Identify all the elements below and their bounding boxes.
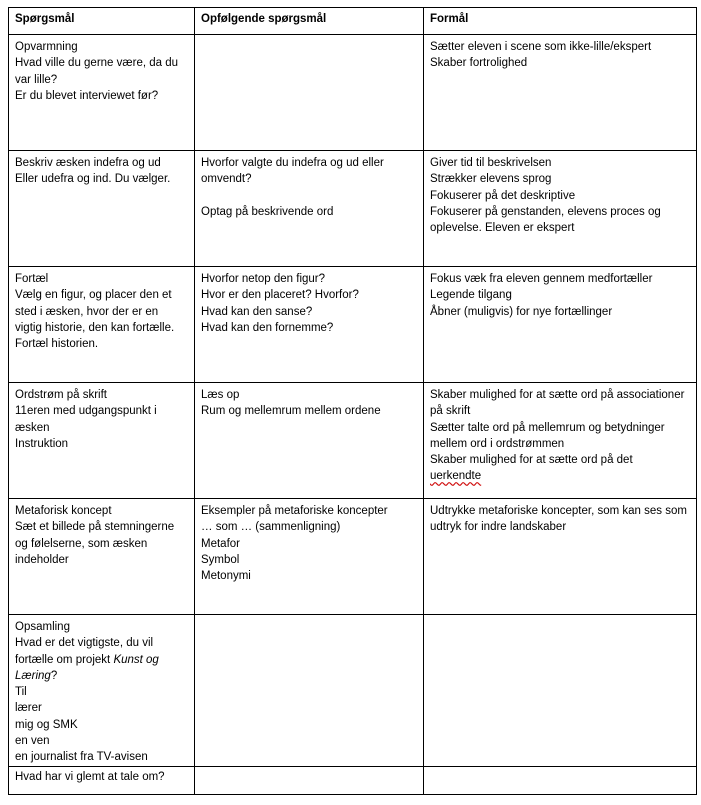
cell-question xyxy=(9,383,195,499)
table-row xyxy=(9,383,697,499)
cell-line: Rum og mellemrum mellem ordene xyxy=(201,405,381,418)
header-spoergsmaal: Spørgsmål xyxy=(9,8,195,35)
cell-question xyxy=(9,267,195,383)
cell-followup xyxy=(195,151,424,267)
cell-line: Skaber fortrolighed xyxy=(430,57,528,70)
cell-line: Hvad kan den sanse? xyxy=(201,305,313,318)
cell-purpose xyxy=(424,499,697,615)
cell-line: mig og SMK xyxy=(15,718,78,731)
cell-line: lærer xyxy=(15,702,42,715)
cell-line: Hvorfor valgte du indefra og ud eller omvendt? xyxy=(201,157,384,186)
cell-line: Åbner (muligvis) for nye fortællinger xyxy=(430,305,613,318)
cell-line: Symbol xyxy=(201,553,240,566)
cell-line xyxy=(15,635,188,684)
cell-line: Vælg en figur, og placer den et sted i æsken, hvor der er en vigtig historie, den kan fortælle. Fortæl historien. xyxy=(15,289,175,351)
header-row xyxy=(9,8,697,35)
project-title: Kunst og Læring xyxy=(15,653,159,682)
cell-line: Hvor er den placeret? Hvorfor? xyxy=(201,289,359,302)
table-row xyxy=(9,35,697,151)
cell-line: Instruktion xyxy=(15,437,69,450)
cell-line: Opvarmning xyxy=(15,41,78,53)
cell-followup xyxy=(195,615,424,767)
interview-guide-table xyxy=(8,7,697,795)
cell-purpose xyxy=(424,35,697,151)
cell-line xyxy=(430,468,690,484)
cell-text: Hvad er det vigtigste, du vil fortælle om projekt xyxy=(15,637,154,666)
cell-line: Er du blevet interviewet før? xyxy=(15,89,159,102)
cell-line: Til xyxy=(15,686,27,699)
cell-followup xyxy=(195,267,424,383)
cell-line: Eksempler på metaforiske koncepter xyxy=(201,505,388,517)
spellcheck-flagged-word: uerkendte xyxy=(430,470,482,483)
table-row xyxy=(9,267,697,383)
cell-line: Hvad har vi glemt at tale om? xyxy=(15,770,165,783)
cell-text: ? xyxy=(50,669,58,682)
cell-line: Optag på beskrivende ord xyxy=(201,205,334,218)
cell-line: Ordstrøm på skrift xyxy=(15,389,108,401)
cell-line: Hvad kan den fornemme? xyxy=(201,321,334,334)
cell-line: en ven xyxy=(15,735,50,748)
cell-line: 11eren med udgangspunkt i æsken xyxy=(15,405,157,434)
cell-followup xyxy=(195,35,424,151)
cell-line: Metaforisk koncept xyxy=(15,505,112,517)
cell-purpose xyxy=(424,267,697,383)
table-row xyxy=(9,766,697,794)
table-row xyxy=(9,499,697,615)
cell-line: Fokuserer på det deskriptive xyxy=(430,189,576,202)
cell-line: Sætter eleven i scene som ikke-lille/ekspert xyxy=(430,41,652,53)
cell-purpose xyxy=(424,615,697,767)
cell-purpose xyxy=(424,383,697,499)
cell-line: Fokuserer på genstanden, elevens proces og oplevelse. Eleven er ekspert xyxy=(430,205,661,235)
cell-followup xyxy=(195,383,424,499)
cell-line: en journalist fra TV-avisen xyxy=(15,751,148,764)
cell-followup xyxy=(195,766,424,794)
header-formaal: Formål xyxy=(424,8,697,35)
cell-gap xyxy=(201,188,417,204)
cell-line: Giver tid til beskrivelsen xyxy=(430,157,552,169)
cell-line: Beskriv æsken indefra og ud xyxy=(15,157,161,169)
cell-line: Udtrykke metaforiske koncepter, som kan ses som udtryk for indre landskaber xyxy=(430,505,687,534)
cell-line: Hvad ville du gerne være, da du var lille? xyxy=(15,57,179,86)
cell-line: Legende tilgang xyxy=(430,289,512,302)
cell-followup xyxy=(195,499,424,615)
cell-line: Skaber mulighed for at sætte ord på associationer på skrift xyxy=(430,389,685,418)
cell-question xyxy=(9,35,195,151)
cell-purpose xyxy=(424,151,697,267)
cell-line: Hvorfor netop den figur? xyxy=(201,273,326,285)
cell-question xyxy=(9,615,195,767)
cell-line: Sætter talte ord på mellemrum og betydninger mellem ord i ordstrømmen xyxy=(430,421,665,450)
cell-purpose xyxy=(424,766,697,794)
cell-line: Metonymi xyxy=(201,570,251,583)
cell-question xyxy=(9,766,195,794)
cell-line: Eller udefra og ind. Du vælger. xyxy=(15,173,171,186)
cell-line: Strækker elevens sprog xyxy=(430,173,552,186)
cell-line: Fortæl xyxy=(15,273,49,285)
cell-line: Fokus væk fra eleven gennem medfortæller xyxy=(430,273,653,285)
cell-question xyxy=(9,499,195,615)
cell-line: Skaber mulighed for at sætte ord på det xyxy=(430,454,633,467)
header-opfoelgende: Opfølgende spørgsmål xyxy=(195,8,424,35)
cell-line: … som … (sammenligning) xyxy=(201,521,341,534)
cell-question xyxy=(9,151,195,267)
cell-line: Sæt et billede på stemningerne og følelserne, som æsken indeholder xyxy=(15,521,175,566)
table-row xyxy=(9,151,697,267)
cell-line: Læs op xyxy=(201,389,240,401)
table-row xyxy=(9,615,697,767)
cell-line: Metafor xyxy=(201,537,240,550)
cell-line: Opsamling xyxy=(15,621,70,633)
